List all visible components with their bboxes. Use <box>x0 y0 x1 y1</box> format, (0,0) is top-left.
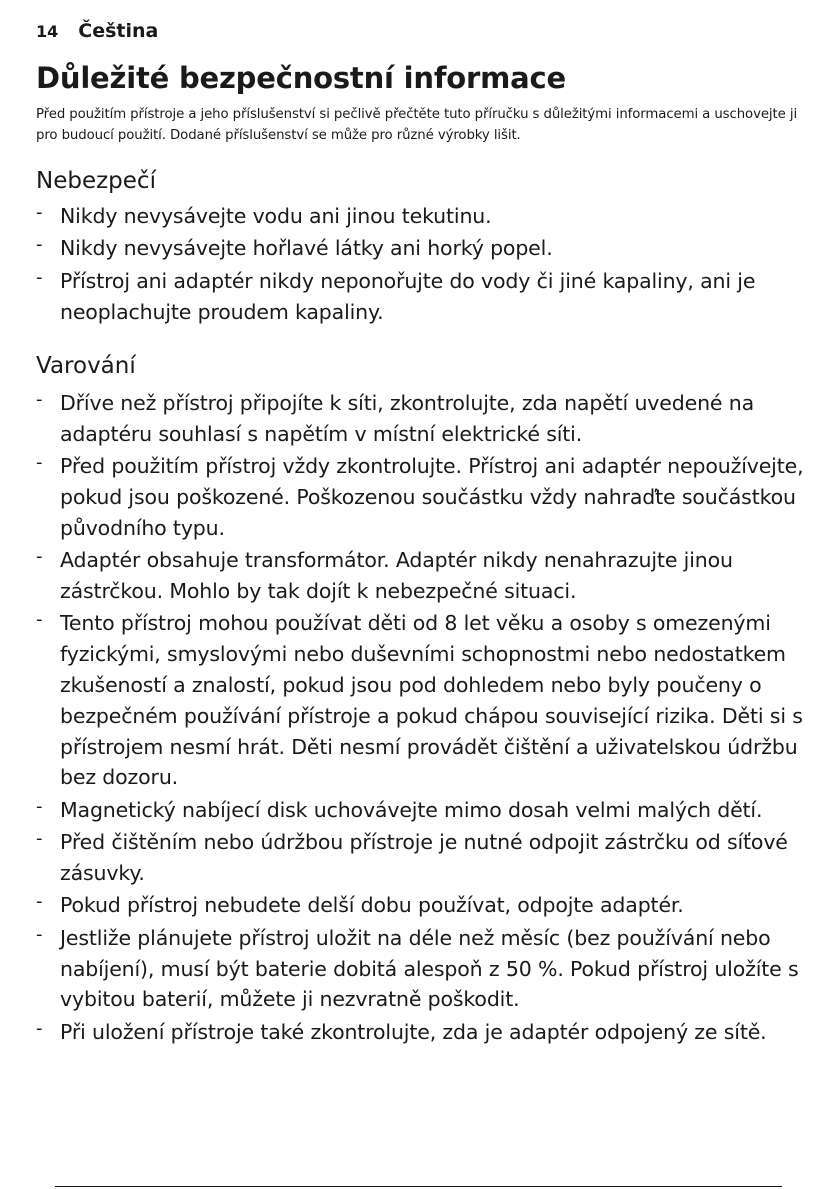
warning-item: - Dříve než přístroj připojíte k síti, zkontrolujte, zda napětí uvedené na adaptéru souhlasí s napětím v místní elektrické síti. <box>36 388 816 450</box>
danger-heading: Nebezpečí <box>36 168 156 194</box>
warning-item: - Pokud přístroj nebudete delší dobu používat, odpojte adaptér. <box>36 890 816 921</box>
warning-heading: Varování <box>36 353 136 379</box>
danger-item: - Nikdy nevysávejte hořlavé látky ani horký popel. <box>36 233 816 264</box>
footer-divider <box>55 1186 782 1187</box>
danger-item: - Přístroj ani adaptér nikdy neponořujte do vody či jiné kapaliny, ani je neoplachujte proudem kapaliny. <box>36 266 816 328</box>
language-label: Čeština <box>78 20 159 42</box>
warning-item: - Při uložení přístroje také zkontrolujte, zda je adaptér odpojený ze sítě. <box>36 1017 816 1048</box>
warning-item: - Před použitím přístroj vždy zkontrolujte. Přístroj ani adaptér nepoužívejte, pokud jsou poškozené. Poškozenou součástku vždy nahraďte součástkou původního typu. <box>36 451 816 543</box>
intro-paragraph: Před použitím přístroje a jeho příslušenství si pečlivě přečtěte tuto příručku s důležitými informacemi a uschovejte ji pro budoucí použití. Dodané příslušenství se může pro různé výrobky lišit. <box>36 107 798 143</box>
warning-item: - Magnetický nabíjecí disk uchovávejte mimo dosah velmi malých dětí. <box>36 795 816 826</box>
page-number: 14 <box>36 22 59 41</box>
page-title: Důležité bezpečnostní informace <box>36 61 566 95</box>
warning-list <box>36 388 816 1049</box>
warning-item: - Jestliže plánujete přístroj uložit na déle než měsíc (bez používání nebo nabíjení), musí být baterie dobitá alespoň z 50 %. Pokud přístroj uložíte s vybitou baterií, můžete ji nezvratně poškodit. <box>36 923 816 1015</box>
danger-item: - Nikdy nevysávejte vodu ani jinou tekutinu. <box>36 201 816 232</box>
warning-item: - Před čištěním nebo údržbou přístroje je nutné odpojit zástrčku od síťové zásuvky. <box>36 827 816 889</box>
danger-list <box>36 201 816 329</box>
page-header <box>36 20 158 42</box>
warning-item: - Tento přístroj mohou používat děti od 8 let věku a osoby s omezenými fyzickými, smyslovými nebo duševními schopnostmi nebo nedostatkem zkušeností a znalostí, pokud jsou pod dohledem nebo byly poučeny o bezpečném používání přístroje a pokud chápou související rizika. Děti si s přístrojem nesmí hrát. Děti nesmí provádět čištění a uživatelskou údržbu bez dozoru. <box>36 608 816 793</box>
warning-item: - Adaptér obsahuje transformátor. Adaptér nikdy nenahrazujte jinou zástrčkou. Mohlo by tak dojít k nebezpečné situaci. <box>36 545 816 607</box>
